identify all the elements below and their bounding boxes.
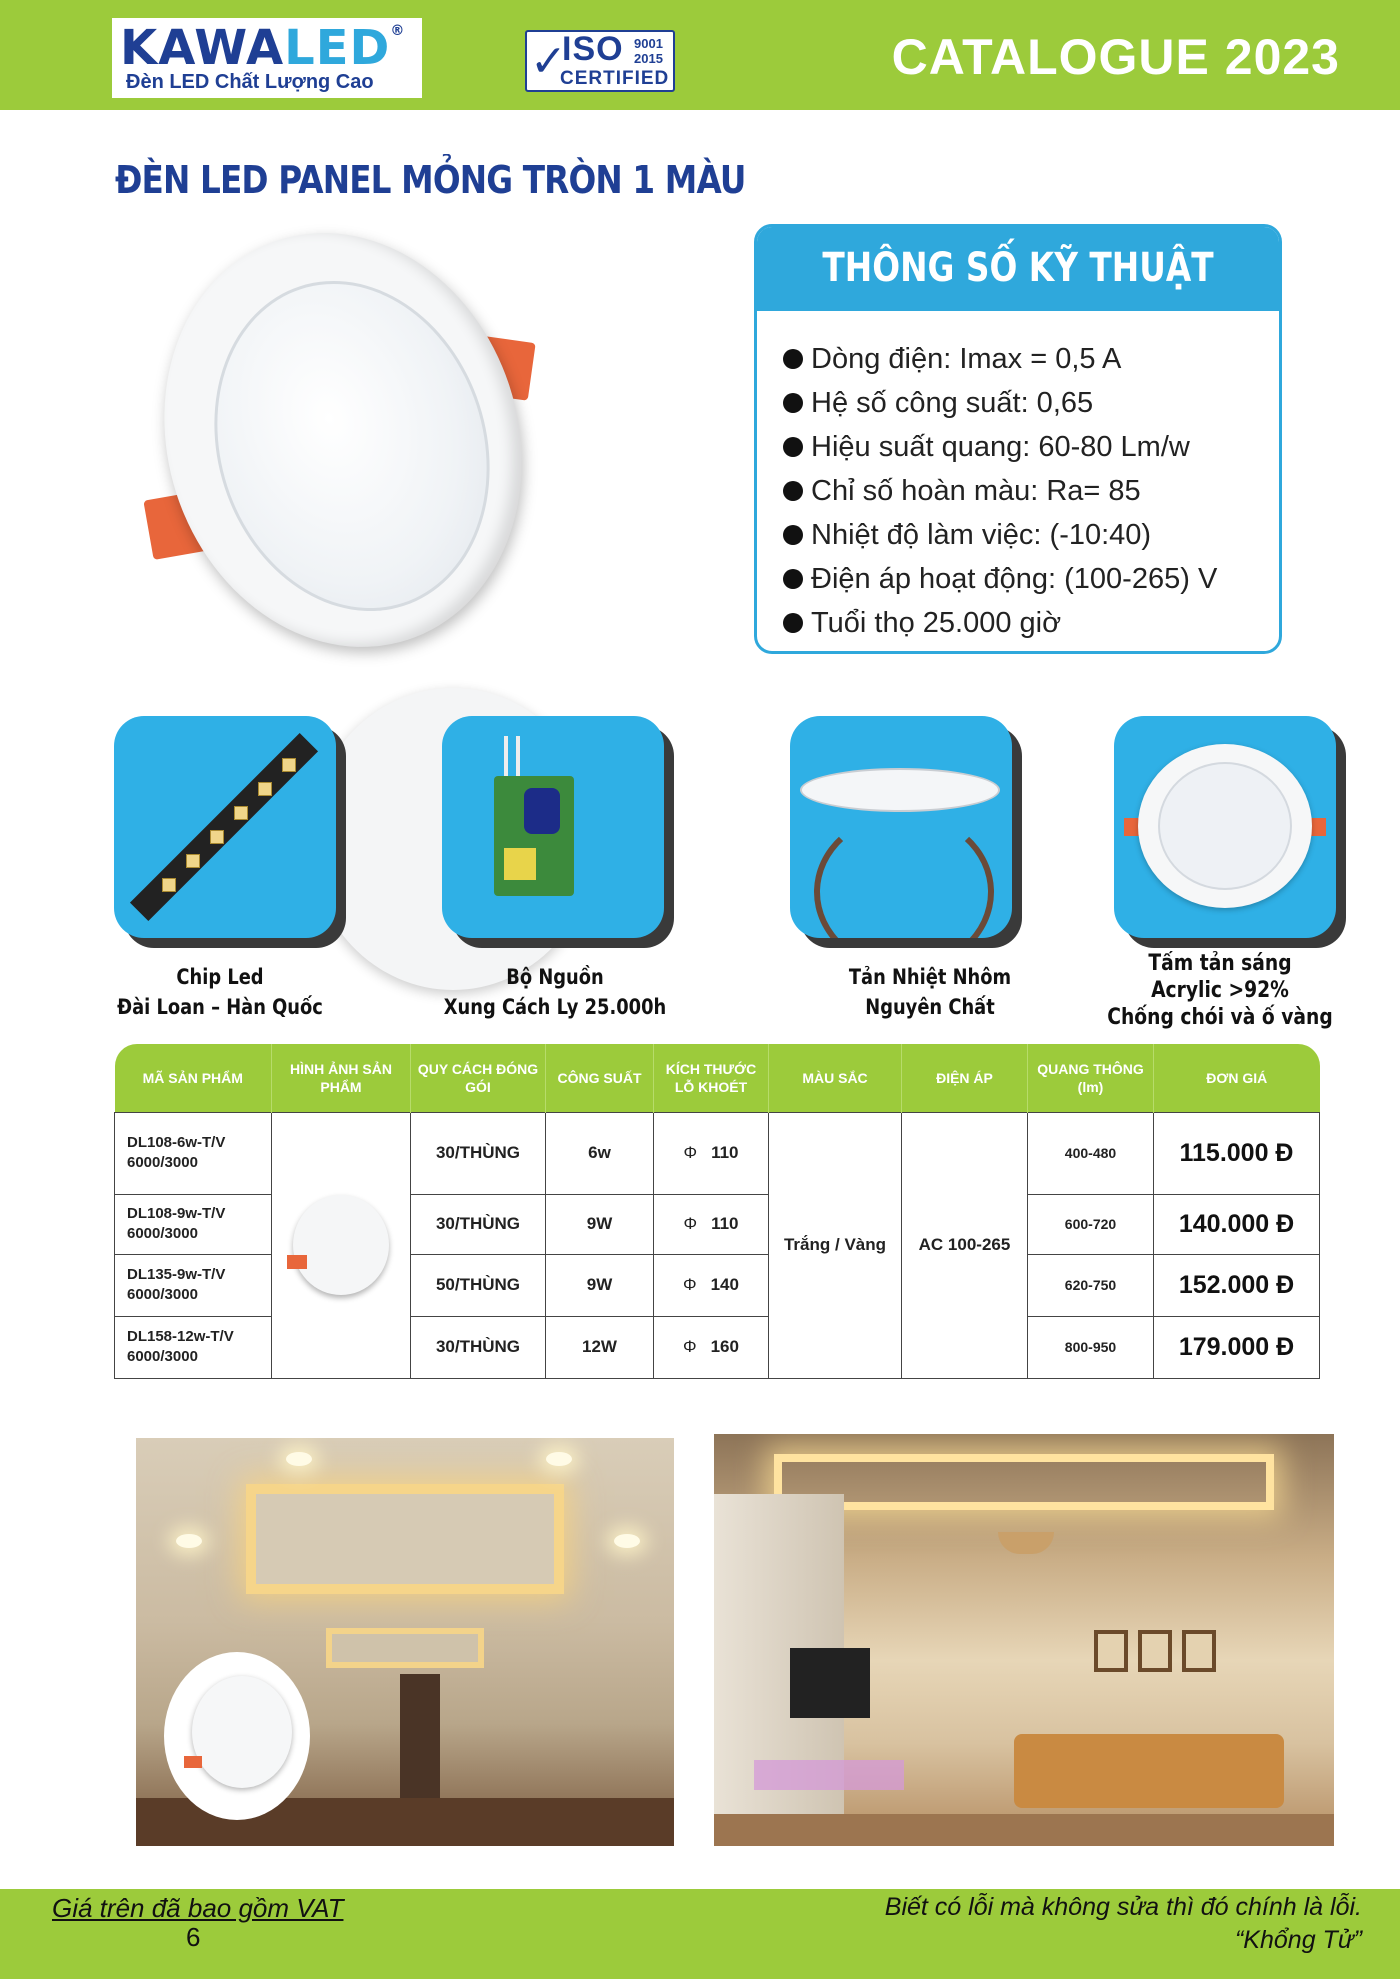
feature-label-line: Bộ Nguồn [506, 965, 604, 989]
hole-value: 110 [711, 1143, 739, 1162]
feature-tile-heatsink [790, 716, 1012, 938]
pack-cell: 50/THÙNG [411, 1254, 546, 1316]
lumen-cell: 400-480 [1028, 1112, 1154, 1194]
product-thumbnail [293, 1195, 389, 1295]
price-cell: 152.000 Đ [1154, 1254, 1320, 1316]
col-header-image: HÌNH ẢNH SẢN PHẨM [272, 1044, 411, 1112]
col-header-code: MÃ SẢN PHẨM [115, 1044, 272, 1112]
spring-clip-icon [184, 1756, 202, 1768]
price-table [114, 1044, 1320, 1379]
pack-cell: 30/THÙNG [411, 1194, 546, 1254]
product-image-cell [272, 1112, 411, 1378]
diameter-icon: Φ [683, 1143, 698, 1162]
spec-title: THÔNG SỐ KỸ THUẬT [822, 245, 1214, 291]
feature-label-line: Tản Nhiệt Nhôm [848, 965, 1012, 989]
lamp-side-icon [800, 768, 1000, 812]
spec-item: Điện áp hoạt động: (100-265) V [783, 557, 1273, 601]
wire-icon [504, 736, 508, 780]
spec-item: Hiệu suất quang: 60-80 Lm/w [783, 425, 1273, 469]
feature-label-line: Tấm tản sáng [1148, 951, 1292, 976]
brand-logo [120, 20, 406, 76]
brand-part1: KAWA [120, 20, 285, 76]
checkmark-icon: ✓ [530, 37, 567, 86]
led-chip-icon [210, 830, 224, 844]
pack-cell: 30/THÙNG [411, 1316, 546, 1378]
led-chip-icon [186, 854, 200, 868]
col-header-color: MÀU SẮC [769, 1044, 902, 1112]
product-code: DL108-9w-T/V [127, 1205, 226, 1222]
feature-tile-chip [114, 716, 336, 938]
ceiling-recess [326, 1628, 484, 1668]
capacitor-icon [524, 788, 560, 834]
brand-part2: LED [284, 20, 391, 76]
page-title: ĐÈN LED PANEL MỎNG TRÒN 1 MÀU [115, 158, 746, 202]
page-number: 6 [186, 1922, 201, 1952]
lumen-cell: 600-720 [1028, 1194, 1154, 1254]
downlight-icon [614, 1534, 640, 1548]
led-chip-icon [282, 758, 296, 772]
floor [714, 1814, 1334, 1846]
feature-label-driver [415, 962, 696, 1022]
pendant-lamp [998, 1532, 1054, 1554]
iso-word: ISO [562, 30, 624, 68]
diameter-icon: Φ [683, 1275, 697, 1294]
color-cell: Trắng / Vàng [769, 1112, 902, 1378]
product-temp: 6000/3000 [127, 1154, 198, 1171]
feature-tile-diffuser [1114, 716, 1336, 938]
television [790, 1648, 870, 1718]
hole-cell [654, 1112, 769, 1194]
product-code: DL108-6w-T/V [127, 1134, 226, 1151]
footer-quote-author: “Khổng Tử” [1234, 1926, 1362, 1954]
product-temp: 6000/3000 [127, 1348, 198, 1365]
feature-label-line: Chip Led [176, 965, 264, 989]
downlight-icon [546, 1452, 572, 1466]
room-photo-livingroom [714, 1434, 1334, 1846]
catalogue-title: CATALOGUE 2023 [891, 29, 1340, 85]
spec-box [754, 224, 1282, 654]
footer-quote: Biết có lỗi mà không sửa thì đó chính là lỗi. [884, 1893, 1362, 1921]
brand-tagline: Đèn LED Chất Lượng Cao [126, 71, 374, 93]
price-cell: 115.000 Đ [1154, 1112, 1320, 1194]
spec-list [783, 337, 1273, 645]
spec-item: Chỉ số hoàn màu: Ra= 85 [783, 469, 1273, 513]
downlight-icon [286, 1452, 312, 1466]
iso-number: 9001 [634, 36, 663, 51]
feature-label-line: Chống chói và ố vàng [1107, 1005, 1333, 1030]
table-header-row [115, 1044, 1320, 1112]
pack-cell: 30/THÙNG [411, 1112, 546, 1194]
feature-label-chip [93, 962, 348, 1022]
price-cell: 179.000 Đ [1154, 1316, 1320, 1378]
col-header-lumen: QUANG THÔNG (lm) [1028, 1044, 1154, 1112]
product-inset-image [192, 1676, 292, 1788]
power-cell: 12W [546, 1316, 654, 1378]
spec-item: Dòng điện: Imax = 0,5 A [783, 337, 1273, 381]
power-cell: 9W [546, 1194, 654, 1254]
power-cell: 9W [546, 1254, 654, 1316]
feature-label-line: Xung Cách Ly 25.000h [443, 995, 667, 1019]
col-header-price: ĐƠN GIÁ [1154, 1044, 1320, 1112]
sofa [1014, 1734, 1284, 1808]
feature-label-line: Acrylic >92% [1151, 978, 1289, 1003]
ceiling-cove-light [774, 1454, 1274, 1510]
product-code-cell [115, 1194, 272, 1254]
lumen-cell: 620-750 [1028, 1254, 1154, 1316]
lumen-cell: 800-950 [1028, 1316, 1154, 1378]
col-header-pack: QUY CÁCH ĐÓNG GÓI [411, 1044, 546, 1112]
product-code-cell [115, 1112, 272, 1194]
product-code-cell [115, 1254, 272, 1316]
hole-cell [654, 1194, 769, 1254]
hole-cell [654, 1316, 769, 1378]
spring-clip-icon [1310, 818, 1326, 836]
hole-value: 140 [710, 1275, 739, 1294]
led-chip-icon [258, 782, 272, 796]
downlight-icon [176, 1534, 202, 1548]
spring-clip-icon [287, 1255, 307, 1269]
tv-cabinet-glow [754, 1760, 904, 1790]
diffuser-icon [1158, 762, 1292, 890]
spec-item: Hệ số công suất: 0,65 [783, 381, 1273, 425]
iso-certified: CERTIFIED [560, 68, 670, 89]
wall-frame [1094, 1630, 1128, 1672]
diameter-icon: Φ [683, 1337, 697, 1356]
feature-label-heatsink [794, 962, 1066, 1022]
diameter-icon: Φ [683, 1214, 698, 1233]
voltage-cell: AC 100-265 [902, 1112, 1028, 1378]
price-cell: 140.000 Đ [1154, 1194, 1320, 1254]
led-chip-icon [234, 806, 248, 820]
registered-mark: ® [390, 23, 406, 39]
col-header-power: CÔNG SUẤT [546, 1044, 654, 1112]
feature-label-line: Đài Loan – Hàn Quốc [117, 995, 323, 1019]
table-row [115, 1112, 1320, 1194]
col-header-voltage: ĐIỆN ÁP [902, 1044, 1028, 1112]
aluminum-strip-icon [814, 812, 994, 938]
power-cell: 6w [546, 1112, 654, 1194]
led-chip-icon [162, 878, 176, 892]
feature-label-diffuser [1076, 950, 1365, 1031]
iso-year: 2015 [634, 51, 663, 66]
wall-frame [1182, 1630, 1216, 1672]
spec-item: Nhiệt độ làm việc: (-10:40) [783, 513, 1273, 557]
hole-value: 160 [710, 1337, 739, 1356]
product-code: DL158-12w-T/V [127, 1328, 234, 1345]
ceiling-cove-light [246, 1484, 564, 1594]
feature-label-line: Nguyên Chất [865, 995, 995, 1019]
feature-tile-driver [442, 716, 664, 938]
product-code-cell [115, 1316, 272, 1378]
transformer-icon [504, 848, 536, 880]
product-temp: 6000/3000 [127, 1286, 198, 1303]
room-photo-corridor [136, 1438, 674, 1846]
wire-icon [516, 736, 520, 780]
spec-item: Tuổi thọ 25.000 giờ [783, 601, 1273, 645]
vat-note: Giá trên đã bao gồm VAT [52, 1893, 344, 1923]
wall-frame [1138, 1630, 1172, 1672]
hole-cell [654, 1254, 769, 1316]
col-header-hole: KÍCH THƯỚC LỖ KHOÉT [654, 1044, 769, 1112]
product-code: DL135-9w-T/V [127, 1266, 226, 1283]
product-temp: 6000/3000 [127, 1225, 198, 1242]
hole-value: 110 [711, 1214, 739, 1233]
